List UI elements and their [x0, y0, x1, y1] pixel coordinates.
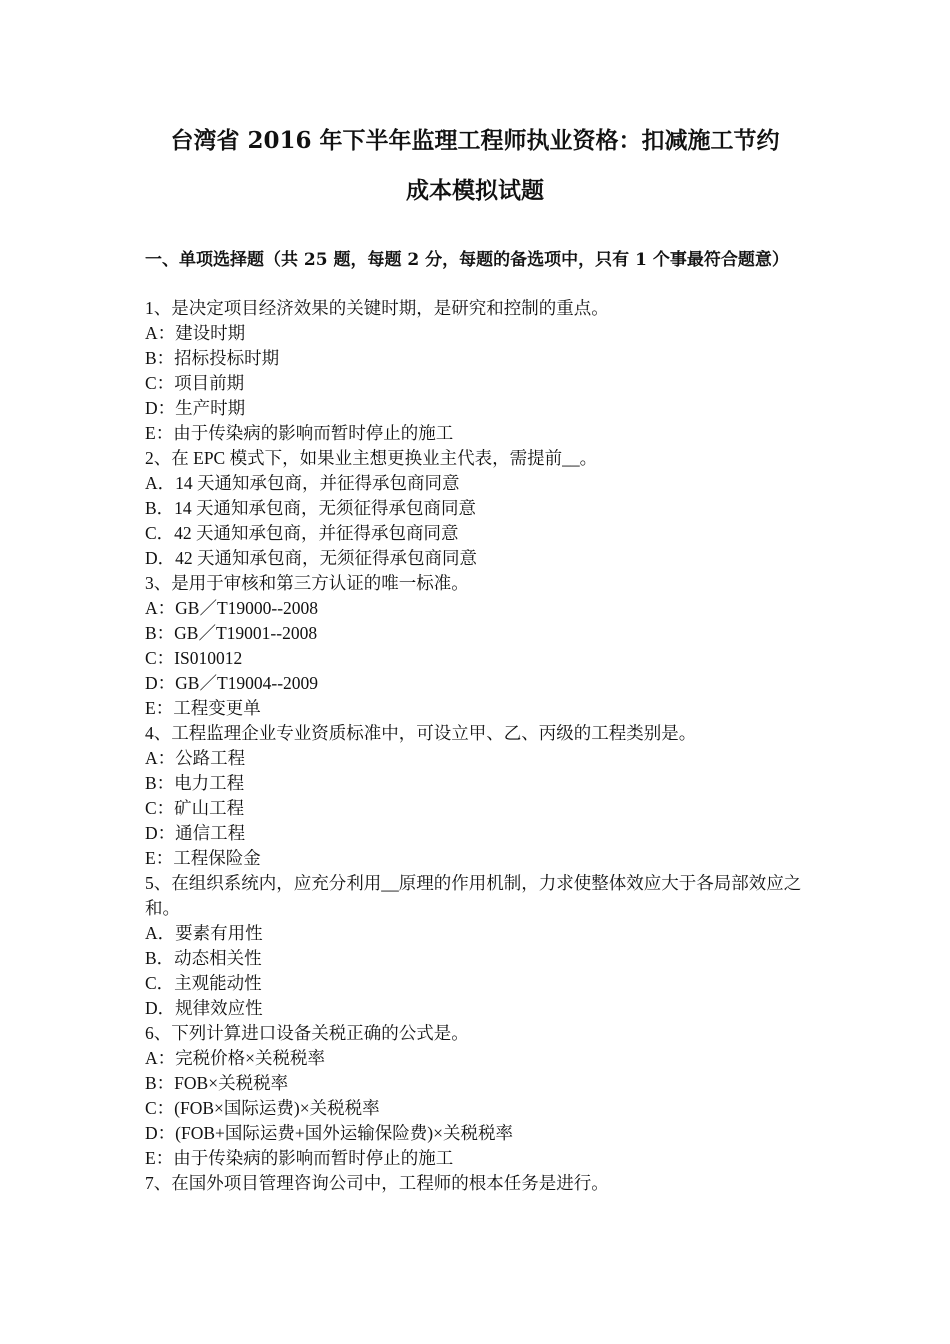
answer-option: A：完税价格×关税税率 — [145, 1048, 326, 1068]
question-list — [145, 296, 810, 1196]
answer-option: B．动态相关性 — [145, 948, 262, 968]
answer-option: C：IS010012 — [145, 648, 243, 668]
answer-option: B：电力工程 — [145, 773, 245, 793]
answer-option: D：生产时期 — [145, 398, 246, 418]
answer-option: A：公路工程 — [145, 748, 246, 768]
answer-option: D：GB／T19004--2009 — [145, 673, 319, 693]
question-text: 4、工程监理企业专业资质标准中，可设立甲、乙、丙级的工程类别是。 — [145, 723, 697, 743]
answer-option: C．主观能动性 — [145, 973, 262, 993]
answer-option: D：通信工程 — [145, 823, 246, 843]
document-title-line-2: 成本模拟试题 — [406, 177, 544, 204]
answer-option: C：(FOB×国际运费)×关税税率 — [145, 1098, 380, 1118]
answer-option: D．规律效应性 — [145, 998, 263, 1018]
answer-option: A：GB／T19000--2008 — [145, 598, 319, 618]
question-text: 6、下列计算进口设备关税正确的公式是。 — [145, 1023, 469, 1043]
answer-option: B：FOB×关税税率 — [145, 1073, 289, 1093]
answer-option: E：工程保险金 — [145, 848, 261, 868]
answer-option: A：建设时期 — [145, 323, 246, 343]
answer-option: E：由于传染病的影响而暂时停止的施工 — [145, 423, 454, 443]
answer-option: B：招标投标时期 — [145, 348, 280, 368]
answer-option: C：矿山工程 — [145, 798, 245, 818]
question-text: 5、在组织系统内，应充分利用__原理的作用机制，力求使整体效应大于各局部效应之和。 — [145, 873, 802, 918]
question-text: 7、在国外项目管理咨询公司中，工程师的根本任务是进行。 — [145, 1173, 609, 1193]
section-heading: 一、单项选择题（共 25 题，每题 2 分，每题的备选项中，只有 1 个事最符合题意） — [145, 250, 789, 270]
answer-option: B：GB／T19001--2008 — [145, 623, 318, 643]
answer-option: C．42 天通知承包商，并征得承包商同意 — [145, 523, 459, 543]
question-text: 3、是用于审核和第三方认证的唯一标准。 — [145, 573, 469, 593]
document-title-line-1: 台湾省 2016 年下半年监理工程师执业资格：扣减施工节约 — [170, 127, 780, 154]
answer-option: A．14 天通知承包商，并征得承包商同意 — [145, 473, 460, 493]
answer-option: D：(FOB+国际运费+国外运输保险费)×关税税率 — [145, 1123, 513, 1143]
answer-option: B．14 天通知承包商，无须征得承包商同意 — [145, 498, 477, 518]
question-text: 2、在 EPC 模式下，如果业主想更换业主代表，需提前__。 — [145, 448, 598, 468]
answer-option: D．42 天通知承包商，无须征得承包商同意 — [145, 548, 478, 568]
answer-option: C：项目前期 — [145, 373, 245, 393]
answer-option: A．要素有用性 — [145, 923, 263, 943]
question-text: 1、是决定项目经济效果的关键时期，是研究和控制的重点。 — [145, 298, 609, 318]
answer-option: E：工程变更单 — [145, 698, 261, 718]
answer-option: E：由于传染病的影响而暂时停止的施工 — [145, 1148, 454, 1168]
